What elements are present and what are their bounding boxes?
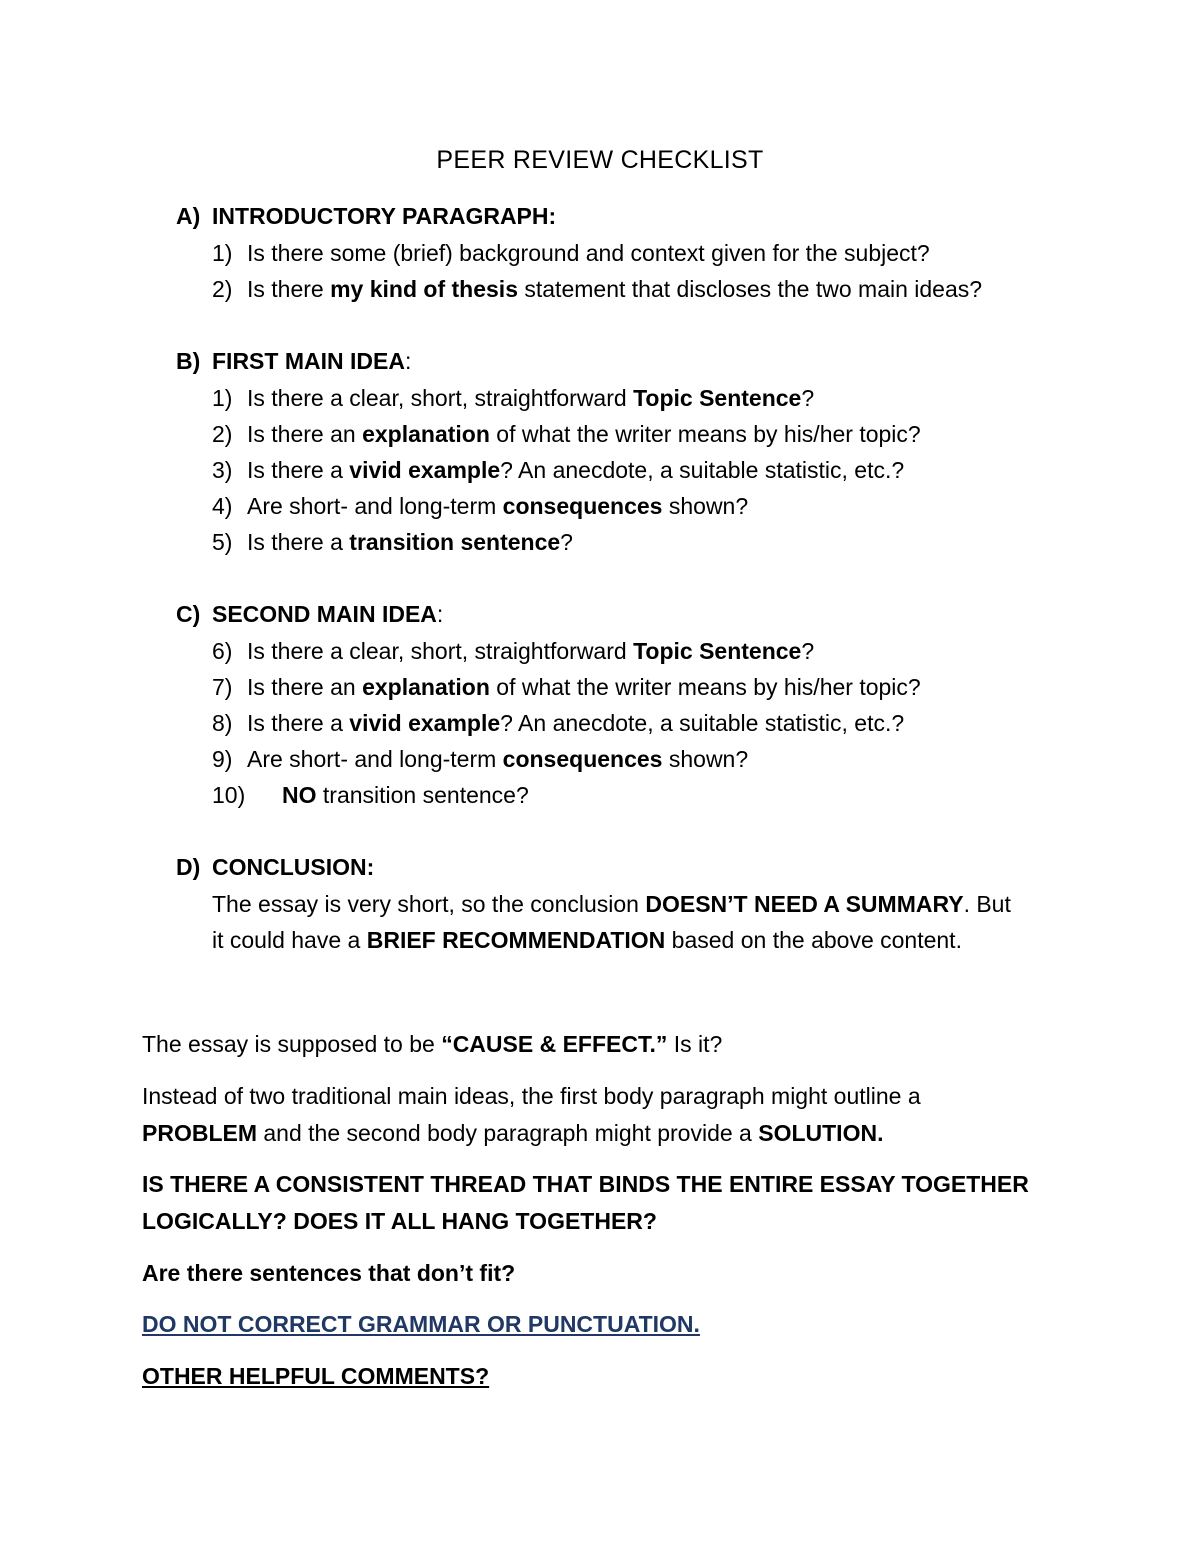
section-a-heading [176, 201, 556, 231]
no-grammar-instruction: DO NOT CORRECT GRAMMAR OR PUNCTUATION. [142, 1311, 700, 1337]
section-c-title: SECOND MAIN IDEA [212, 601, 437, 627]
conclusion-text: it could have a [212, 927, 367, 953]
conclusion-bold-text: DOESN’T NEED A SUMMARY [645, 891, 964, 917]
other-comments-heading: OTHER HELPFUL COMMENTS? [142, 1363, 490, 1389]
item-text: Is there a clear, short, straightforward [247, 385, 634, 411]
item-text-tail: shown? [662, 746, 749, 772]
item-bold-text: explanation [362, 674, 490, 700]
conclusion-line-2 [212, 925, 962, 955]
thread-question-line-2: LOGICALLY? DOES IT ALL HANG TOGETHER? [142, 1208, 657, 1234]
item-bold-text: explanation [362, 421, 490, 447]
section-d-heading [176, 852, 374, 882]
section-c-colon: : [436, 601, 444, 627]
item-text: Is there [247, 276, 331, 302]
section-b-letter: B) [176, 348, 201, 374]
instead-paragraph-line-1: Instead of two traditional main ideas, the first body paragraph might outline a [142, 1083, 921, 1109]
list-item [212, 672, 921, 702]
item-number: 6) [212, 638, 233, 664]
section-a-letter: A) [176, 203, 201, 229]
conclusion-line-1 [212, 889, 1011, 919]
section-d-title: CONCLUSION: [212, 854, 375, 880]
section-c-heading [176, 599, 443, 629]
item-number: 1) [212, 240, 233, 266]
list-item [212, 527, 573, 557]
item-bold-text: consequences [502, 746, 663, 772]
item-number: 3) [212, 457, 233, 483]
item-text: Is there a clear, short, straightforward [247, 638, 634, 664]
item-bold-text: consequences [502, 493, 663, 519]
paragraph-text: and the second body paragraph might provide a [257, 1120, 759, 1146]
fit-question: Are there sentences that don’t fit? [142, 1260, 516, 1286]
list-item [212, 419, 921, 449]
item-bold-text: Topic Sentence [633, 638, 802, 664]
conclusion-text-tail: based on the above content. [665, 927, 962, 953]
paragraph-text: The essay is supposed to be [142, 1031, 442, 1057]
list-item [212, 744, 748, 774]
section-c-letter: C) [176, 601, 201, 627]
instead-paragraph-line-2 [142, 1118, 883, 1148]
list-item [212, 274, 982, 304]
item-text: Is there a [247, 457, 350, 483]
item-text: Is there an [247, 674, 363, 700]
paragraph-bold-text: “CAUSE & EFFECT.” [441, 1031, 668, 1057]
list-item [212, 708, 904, 738]
item-text-tail: ? [560, 529, 573, 555]
list-item [212, 455, 904, 485]
item-text: Is there a [247, 710, 350, 736]
cause-effect-paragraph [142, 1029, 722, 1059]
item-number: 7) [212, 674, 233, 700]
item-text: Is there an [247, 421, 363, 447]
section-b-title: FIRST MAIN IDEA [212, 348, 405, 374]
section-b-colon: : [404, 348, 412, 374]
item-text: Are short- and long-term [247, 746, 503, 772]
item-text-tail: shown? [662, 493, 749, 519]
conclusion-bold-text: BRIEF RECOMMENDATION [366, 927, 666, 953]
item-text: Is there some (brief) background and context given for the subject? [247, 240, 930, 266]
item-text-tail: ? [801, 638, 815, 664]
item-text-tail: ? An anecdote, a suitable statistic, etc.? [500, 710, 905, 736]
item-bold-text: vivid example [349, 710, 501, 736]
page-title: PEER REVIEW CHECKLIST [436, 146, 764, 174]
thread-question-line-1: IS THERE A CONSISTENT THREAD THAT BINDS THE ENTIRE ESSAY TOGETHER [142, 1171, 1029, 1197]
item-text-tail: transition sentence? [316, 782, 529, 808]
item-number: 5) [212, 529, 233, 555]
item-text: Is there a [247, 529, 350, 555]
item-number: 8) [212, 710, 233, 736]
conclusion-text: The essay is very short, so the conclusion [212, 891, 646, 917]
list-item [212, 383, 814, 413]
list-item [212, 636, 814, 666]
item-text-tail: ? An anecdote, a suitable statistic, etc.? [500, 457, 905, 483]
item-bold-text: NO [282, 782, 317, 808]
list-item [212, 780, 529, 810]
item-number: 2) [212, 421, 233, 447]
item-number: 9) [212, 746, 233, 772]
item-number: 1) [212, 385, 233, 411]
item-bold-text: Topic Sentence [633, 385, 802, 411]
item-number: 10) [212, 782, 246, 808]
section-b-heading [176, 346, 411, 376]
item-text: Are short- and long-term [247, 493, 503, 519]
item-text-tail: of what the writer means by his/her topic? [489, 421, 921, 447]
item-text-tail: statement that discloses the two main ideas? [517, 276, 983, 302]
item-number: 4) [212, 493, 233, 519]
item-text-tail: of what the writer means by his/her topic? [489, 674, 921, 700]
item-bold-text: my kind of thesis [330, 276, 518, 302]
section-d-letter: D) [176, 854, 201, 880]
item-text-tail: ? [801, 385, 815, 411]
list-item [212, 238, 930, 268]
item-number: 2) [212, 276, 233, 302]
paragraph-bold-text: PROBLEM [142, 1120, 257, 1146]
conclusion-text-tail: . But [963, 891, 1011, 917]
item-bold-text: vivid example [349, 457, 501, 483]
paragraph-text-tail: Is it? [667, 1031, 723, 1057]
list-item [212, 491, 748, 521]
section-a-title: INTRODUCTORY PARAGRAPH: [212, 203, 557, 229]
paragraph-bold-text: SOLUTION. [758, 1120, 884, 1146]
item-bold-text: transition sentence [349, 529, 561, 555]
